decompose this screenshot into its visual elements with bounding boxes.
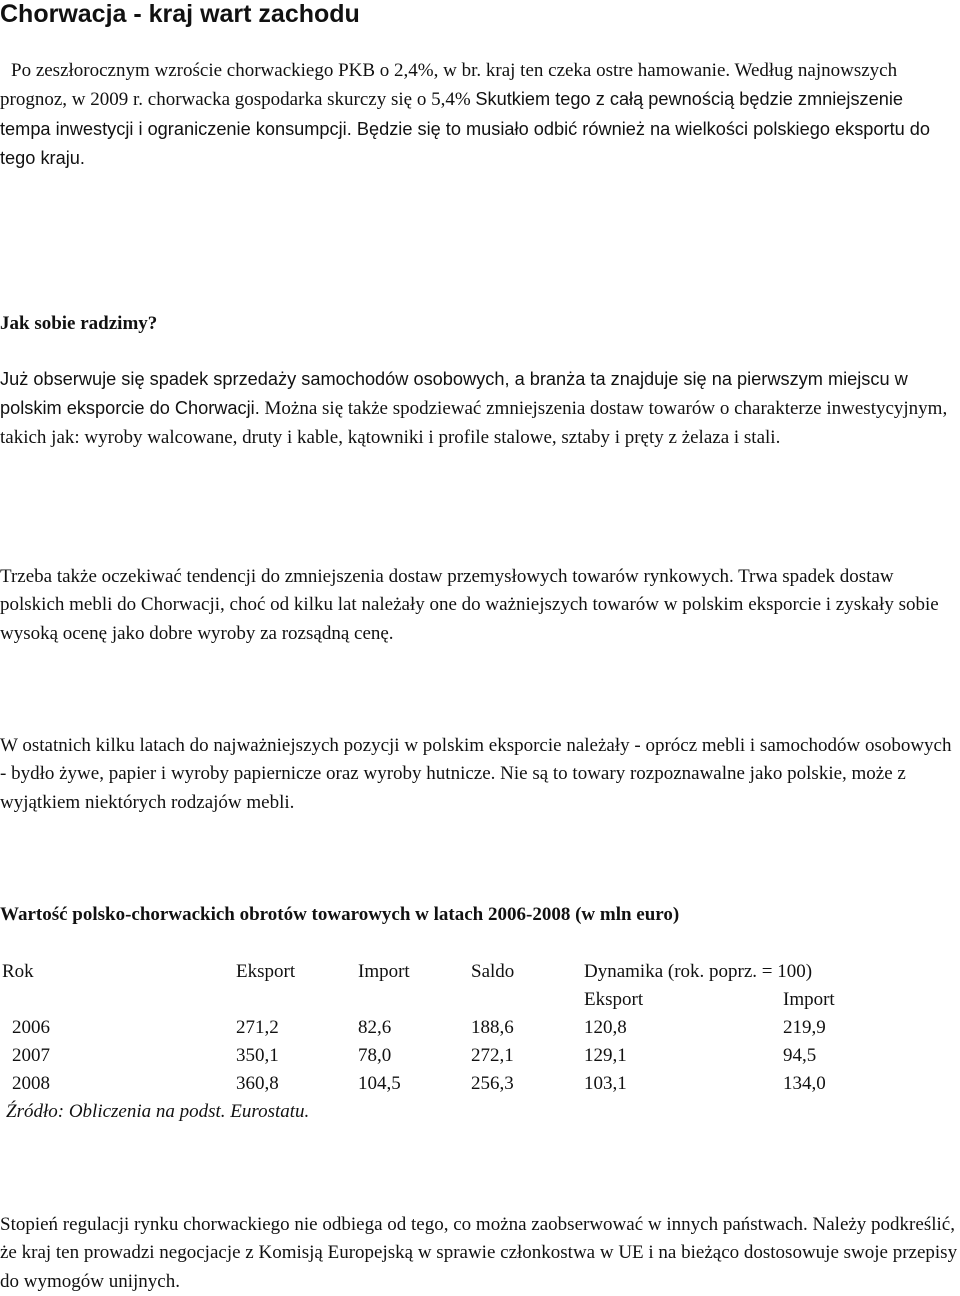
cell-dynamika-import: 94,5	[783, 1045, 817, 1066]
cell-import: 104,5	[358, 1073, 401, 1094]
intro-paragraph	[0, 57, 958, 173]
header-dynamika: Dynamika (rok. poprz. = 100)	[584, 961, 813, 982]
cell-saldo: 256,3	[471, 1073, 514, 1094]
furniture-paragraph: Trzeba także oczekiwać tendencji do zmniejszenia dostaw przemysłowych towarów rynkowych. Trwa spadek dostaw polskich mebli do Chorwacji, choć od kilku lat należały one do ważniejszych towarów w polskim eksporcie i zyskały sobie wysoką ocenę jako dobre wyroby za rozsądną cenę.	[0, 566, 939, 644]
cars-text-serif: Można się także spodziewać zmniejszenia dostaw towarów o charakterze inwestycyjnym, takich jak: wyroby walcowane, druty i kable, kątowniki i profile stalowe, sztaby i pręty z żelaza i stali.	[0, 398, 948, 448]
cell-eksport: 360,8	[236, 1073, 279, 1094]
table-row	[0, 1014, 960, 1042]
cell-dynamika-import: 134,0	[783, 1073, 826, 1094]
cell-import: 82,6	[358, 1017, 392, 1038]
regulation-paragraph: Stopień regulacji rynku chorwackiego nie odbiega od tego, co można zaobserwować w innych państwach. Należy podkreślić, że kraj ten prowadzi negocjacje z Komisją Europejską w sprawie członkostwa w UE i na bieżąco dostosowuje swoje przepisy do wymogów unijnych.	[0, 1214, 958, 1292]
intro-text-serif: Po zeszłorocznym wzroście chorwackiego PKB o 2,4%, w br. kraj ten czeka ostre hamowanie. Według najnowszych prognoz, w 2009 r. chorwacka gospodarka skurczy się o 5,4%	[0, 60, 898, 111]
header-rok: Rok	[2, 961, 34, 982]
export-positions-paragraph: W ostatnich kilku latach do najważniejszych pozycji w polskim eksporcie należały - oprócz mebli i samochodów osobowych - bydło żywe, papier i wyroby papiernicze oraz wyroby hutnicze. Nie są to towary rozpoznawalne jako polskie, może z wyjątkiem niektórych rodzajów mebli.	[0, 735, 952, 813]
cell-saldo: 188,6	[471, 1017, 514, 1038]
table-row	[0, 1042, 960, 1070]
cell-dynamika-eksport: 103,1	[584, 1073, 627, 1094]
intro-text-sans: Skutkiem tego z całą pewnością będzie zmniejszenie tempa inwestycji i ograniczenie konsumpcji. Będzie się to musiało odbić również na wielkości polskiego eksportu do tego kraju.	[0, 89, 931, 168]
header-import: Import	[358, 961, 410, 982]
header-saldo: Saldo	[471, 961, 515, 982]
table-source-note: Źródło: Obliczenia na podst. Eurostatu.	[6, 1101, 310, 1122]
cell-saldo: 272,1	[471, 1045, 514, 1066]
cell-rok: 2006	[12, 1017, 50, 1038]
cell-rok: 2007	[12, 1045, 50, 1066]
table-caption: Wartość polsko-chorwackich obrotów towarowych w latach 2006-2008 (w mln euro)	[0, 904, 680, 925]
cell-dynamika-eksport: 120,8	[584, 1017, 627, 1038]
cell-dynamika-eksport: 129,1	[584, 1045, 627, 1066]
table-header-row	[0, 958, 960, 986]
header-eksport: Eksport	[236, 961, 296, 982]
subheader-eksport: Eksport	[584, 989, 644, 1010]
cell-dynamika-import: 219,9	[783, 1017, 826, 1038]
section-heading: Jak sobie radzimy?	[0, 313, 158, 334]
subheader-import: Import	[783, 989, 835, 1010]
cars-text-sans: Już obserwuje się spadek sprzedaży samochodów osobowych, a branża ta znajduje się na pierwszym miejscu w polskim eksporcie do Chorwacji.	[0, 369, 908, 419]
cars-paragraph	[0, 365, 958, 452]
cell-eksport: 350,1	[236, 1045, 279, 1066]
cell-rok: 2008	[12, 1073, 50, 1094]
table-subheader-row	[0, 986, 960, 1014]
table-row	[0, 1070, 960, 1098]
cell-eksport: 271,2	[236, 1017, 279, 1038]
cell-import: 78,0	[358, 1045, 392, 1066]
page-title: Chorwacja - kraj wart zachodu	[0, 0, 360, 28]
